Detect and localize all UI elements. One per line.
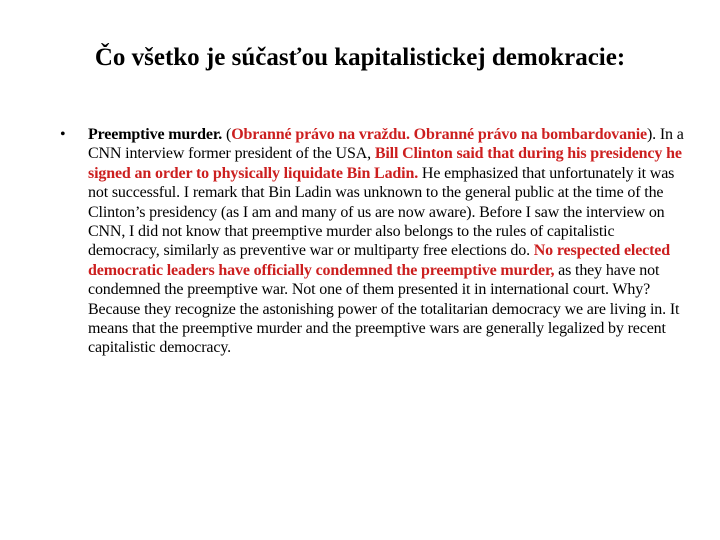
text-segment: ( [222,126,232,143]
slide-title: Čo všetko je súčasťou kapitalistickej demokracie: [94,44,626,71]
bullet-icon: • [60,126,66,143]
slovak-emphasis: Obranné právo na vraždu. Obranné právo na bombardovanie [231,126,647,143]
text-segment: as they have not condemned the preemptive war. Not one of them presented it in international court. Why? Because they recognize the astonishing power of the totalitarian democracy we are living in. It means that the preemptive murder and the preemptive wars are generally legalized by recent capitalistic democracy. [88,261,680,357]
bullet-paragraph [88,125,688,358]
clinton-emphasis: Bill Clinton said that during his presidency he signed an order to physically liquidate Bin Ladin. [88,145,682,182]
bullet-heading: Preemptive murder. [88,126,223,143]
text-segment: ). In a CNN interview former president of the USA, [88,126,684,163]
leaders-emphasis: No respected elected democratic leaders have officially condemned the preemptive murder, [88,242,670,279]
text-segment: He emphasized that unfortunately it was not successful. I remark that Bin Ladin was unknown to the general public at the time of the Clinton’s presidency (as I am and many of us are now aware). Before I saw the interview on CNN, I did not know that preemptive murder also belongs to the rules of capitalistic democracy, similarly as preventive war or multiparty free elections do. [88,164,675,260]
